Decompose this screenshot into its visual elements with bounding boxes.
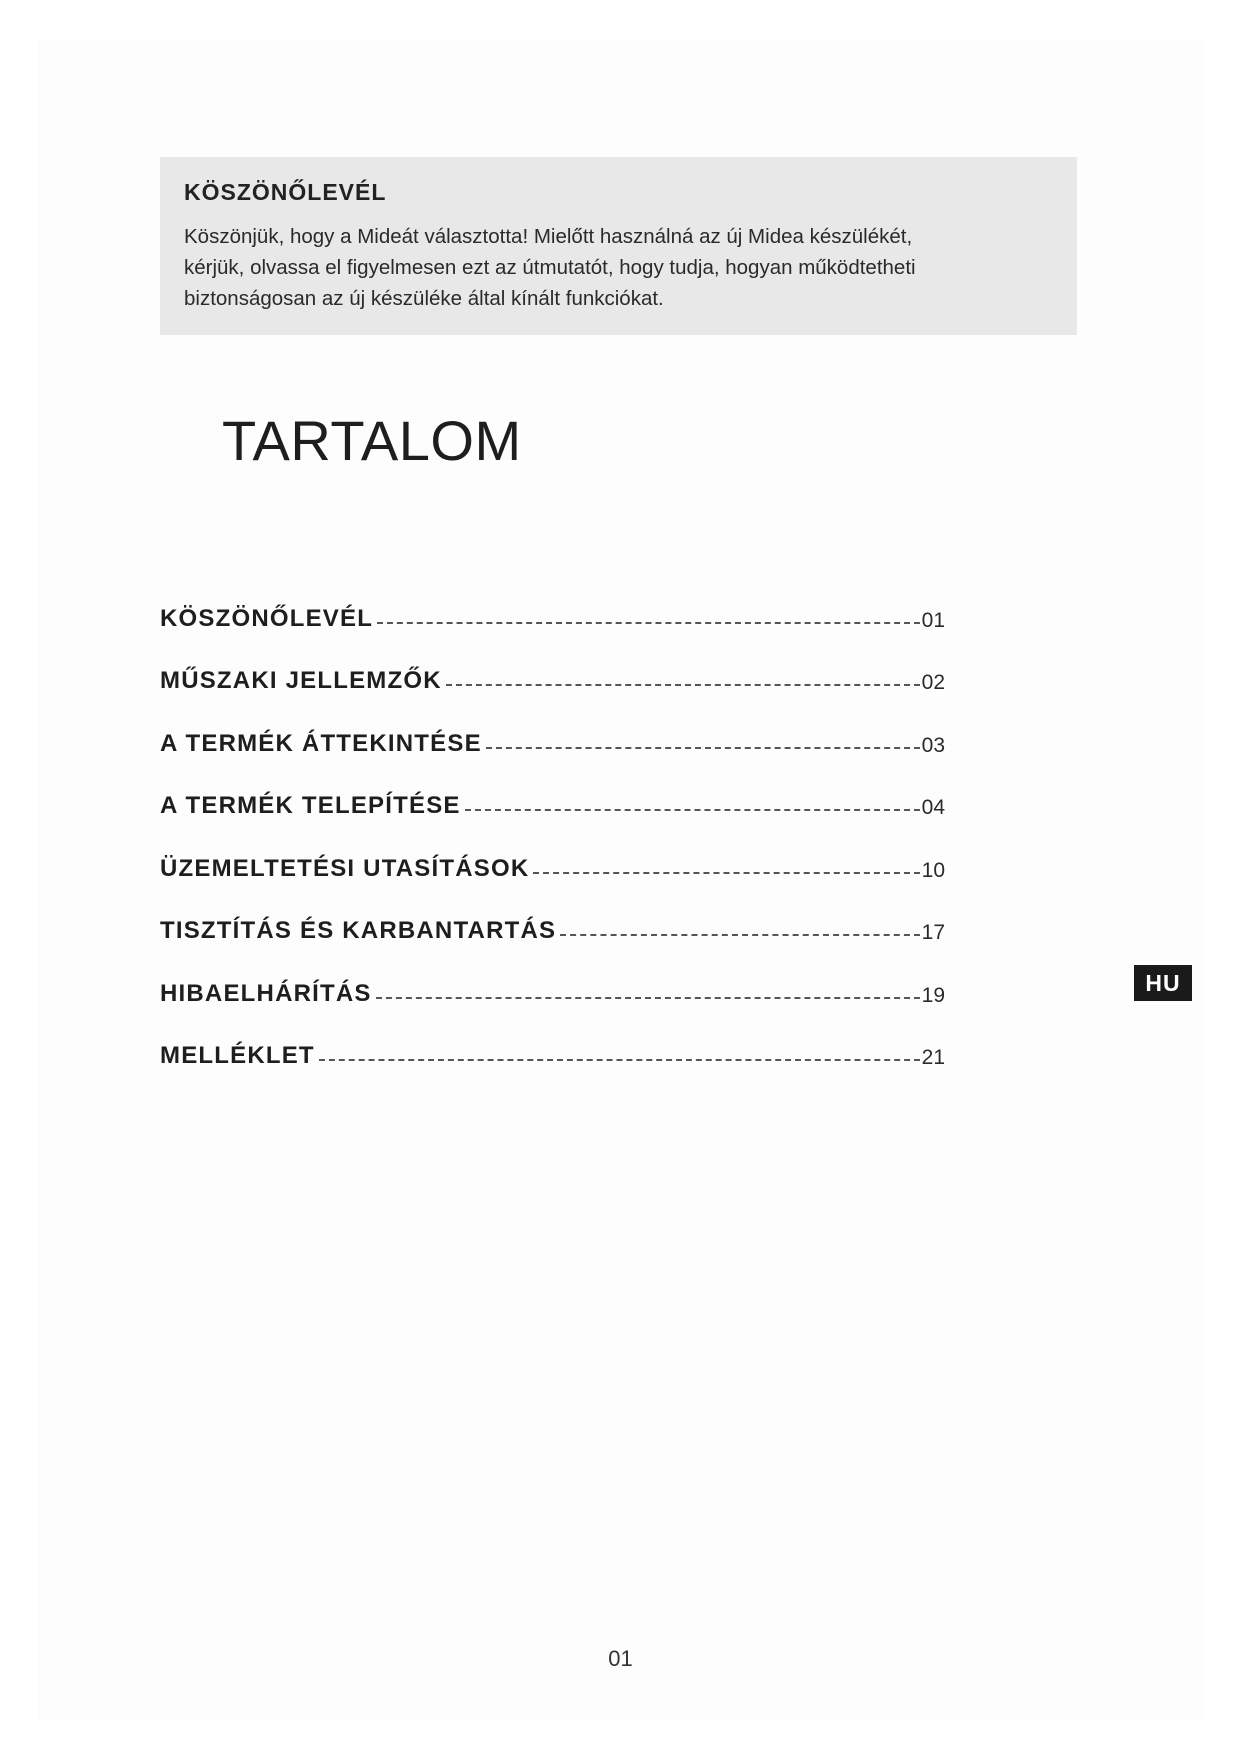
toc-item-page: 03 bbox=[921, 733, 945, 757]
toc-item-page: 10 bbox=[921, 858, 945, 882]
toc-item-page: 02 bbox=[921, 671, 945, 694]
toc-item-label: A TERMÉK ÁTTEKINTÉSE bbox=[160, 729, 482, 757]
toc-item-page: 04 bbox=[921, 796, 945, 819]
toc-item-label: KÖSZÖNŐLEVÉL bbox=[160, 604, 374, 632]
toc-item-page: 19 bbox=[921, 983, 945, 1007]
toc-item[interactable] bbox=[160, 570, 945, 633]
toc-item[interactable] bbox=[160, 883, 945, 946]
toc-leader-dots bbox=[446, 684, 920, 686]
thank-you-title: KÖSZÖNŐLEVÉL bbox=[184, 179, 387, 205]
toc-item[interactable] bbox=[160, 820, 945, 883]
thank-you-box bbox=[160, 157, 1077, 335]
toc-item[interactable] bbox=[160, 758, 945, 821]
toc-item-label: HIBAELHÁRÍTÁS bbox=[160, 979, 372, 1007]
toc-item-label: MŰSZAKI JELLEMZŐK bbox=[160, 667, 442, 694]
thank-you-text: Köszönjük, hogy a Mideát választotta! Mielőtt használná az új Midea készülékét, kérjük, olvassa el figyelmesen ezt az útmutatót, hogy tudja, hogyan működtetheti biztonságosan az új készüléke által kínált funkciókat. bbox=[184, 225, 916, 310]
toc-item-label: ÜZEMELTETÉSI UTASÍTÁSOK bbox=[160, 854, 530, 882]
toc-leader-dots bbox=[560, 934, 919, 936]
toc-title: TARTALOM bbox=[222, 409, 522, 472]
toc-item-page: 17 bbox=[921, 921, 945, 944]
toc-item-page: 21 bbox=[921, 1046, 945, 1069]
toc-item-label: MELLÉKLET bbox=[160, 1042, 315, 1069]
toc-item[interactable] bbox=[160, 945, 945, 1008]
toc-item[interactable] bbox=[160, 633, 945, 696]
toc-leader-dots bbox=[377, 622, 920, 624]
table-of-contents bbox=[160, 570, 945, 1070]
toc-item-label: TISZTÍTÁS ÉS KARBANTARTÁS bbox=[160, 917, 557, 944]
toc-leader-dots bbox=[533, 872, 919, 874]
toc-item[interactable] bbox=[160, 695, 945, 758]
page-number: 01 bbox=[608, 1646, 633, 1671]
toc-item-page: 01 bbox=[921, 608, 945, 632]
toc-item-label: A TERMÉK TELEPÍTÉSE bbox=[160, 792, 461, 819]
toc-leader-dots bbox=[376, 997, 920, 999]
toc-item[interactable] bbox=[160, 1008, 945, 1071]
toc-leader-dots bbox=[486, 747, 920, 749]
language-badge: HU bbox=[1134, 965, 1192, 1001]
toc-leader-dots bbox=[465, 809, 920, 811]
toc-leader-dots bbox=[319, 1059, 920, 1061]
